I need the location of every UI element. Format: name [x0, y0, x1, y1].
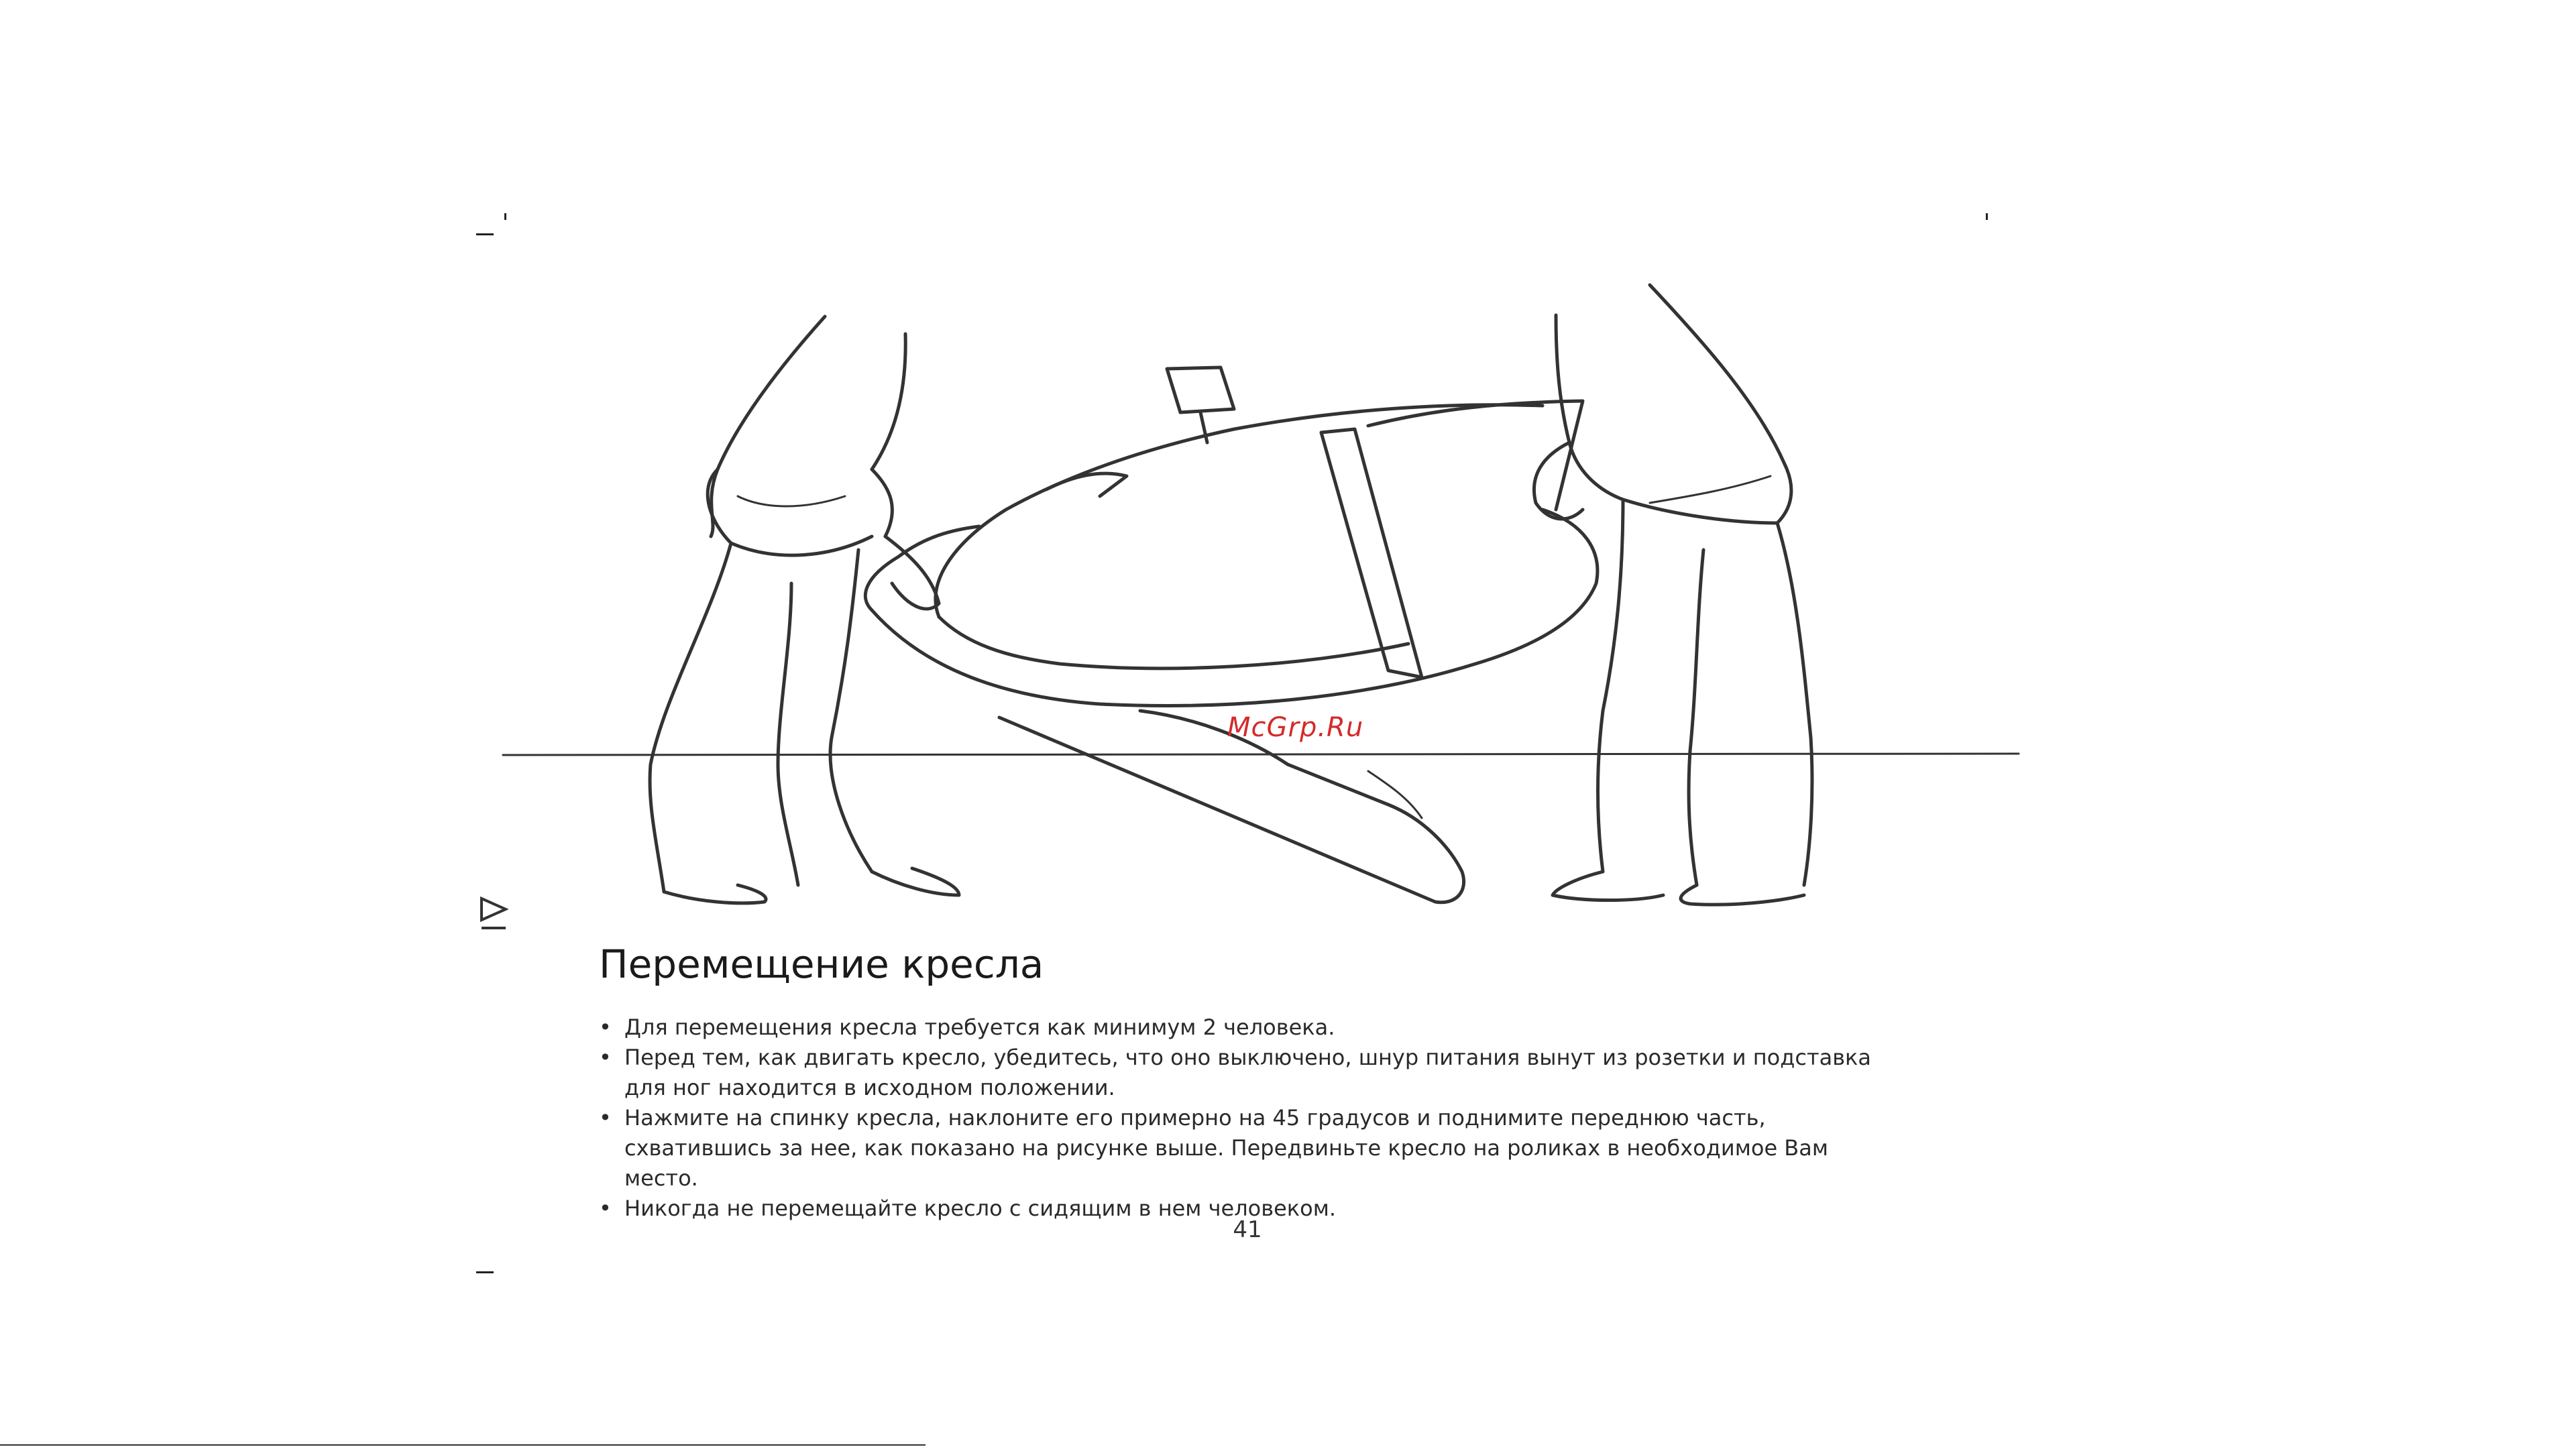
left-person-figure [650, 316, 959, 903]
instruction-list [599, 1012, 1873, 1224]
chair-moving-illustration [496, 268, 2025, 925]
watermark: McGrp.Ru [1227, 712, 1364, 743]
list-item: • Для перемещения кресла требуется как минимум 2 человека. [599, 1012, 1873, 1043]
bottom-rule [0, 1444, 926, 1446]
crop-mark-top-left-tick [504, 213, 506, 220]
list-item: • Нажмите на спинку кресла, наклоните его примерно на 45 градусов и поднимите переднюю часть, схватившись за нее, как показано на рисунке выше. Передвиньте кресло на роликах в необходимое Вам место. [599, 1103, 1873, 1194]
floor-line [503, 754, 2019, 755]
right-person-figure [1534, 285, 1812, 905]
page-title: Перемещение кресла [599, 941, 1044, 987]
crop-mark-bottom-left [476, 1271, 494, 1273]
crop-mark-top-left [476, 233, 494, 235]
massage-chair-figure [865, 367, 1598, 903]
page-number: 41 [1233, 1216, 1262, 1243]
list-item: • Никогда не перемещайте кресло с сидящим в нем человеком. [599, 1194, 1873, 1224]
side-tab-icon [479, 893, 508, 932]
crop-mark-top-right-tick [1986, 213, 1988, 220]
list-item: • Перед тем, как двигать кресло, убедитесь, что оно выключено, шнур питания вынут из розетки и подставка для ног находится в исходном положении. [599, 1043, 1873, 1103]
